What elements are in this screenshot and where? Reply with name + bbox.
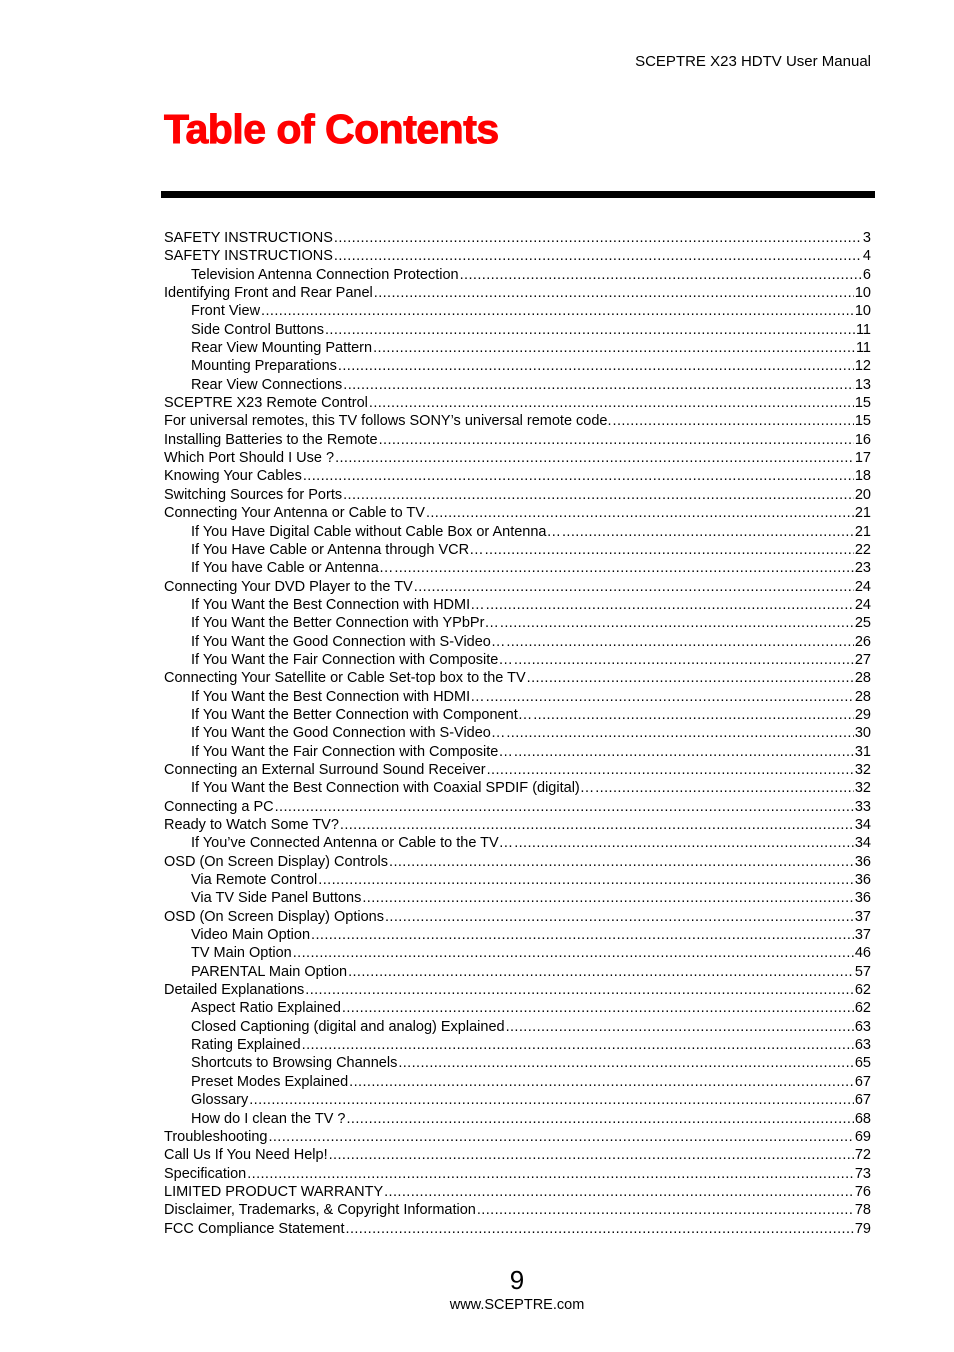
dot-leader xyxy=(325,321,855,339)
dot-leader xyxy=(394,559,854,577)
toc-entry-page: 12 xyxy=(854,358,871,375)
toc-entry-page: 34 xyxy=(854,817,871,833)
dot-leader xyxy=(268,1128,853,1146)
toc-entry[interactable] xyxy=(164,1183,871,1201)
toc-entry[interactable] xyxy=(164,779,871,797)
toc-entry-title: Identifying Front and Rear Panel xyxy=(164,285,373,302)
toc-entry-title: OSD (On Screen Display) Controls xyxy=(164,853,389,870)
toc-entry-title: If You Want the Best Connection with Coaxial SPDIF (digital)… xyxy=(191,780,595,797)
toc-entry[interactable] xyxy=(164,614,871,632)
toc-entry[interactable] xyxy=(164,688,871,706)
dot-leader xyxy=(500,614,854,632)
toc-entry-page: 17 xyxy=(854,450,871,467)
toc-entry-page: 72 xyxy=(854,1147,871,1164)
toc-entry-title: Shortcuts to Browsing Channels xyxy=(191,1055,398,1072)
dot-leader xyxy=(562,523,854,541)
toc-entry-title: Closed Captioning (digital and analog) Explained xyxy=(191,1018,505,1035)
dot-leader xyxy=(477,1201,854,1219)
toc-entry[interactable] xyxy=(164,724,871,742)
dot-leader xyxy=(506,1018,854,1036)
toc-entry[interactable] xyxy=(164,229,871,247)
toc-entry-page: 10 xyxy=(854,303,871,320)
toc-entry[interactable] xyxy=(164,321,871,339)
toc-entry-page: 24 xyxy=(854,578,871,595)
page-title: Table of Contents xyxy=(164,106,499,152)
toc-entry[interactable] xyxy=(164,944,871,962)
toc-entry-title: If You Want the Fair Connection with Composite… xyxy=(191,743,513,760)
dot-leader xyxy=(261,302,854,320)
toc-entry-page: 11 xyxy=(855,340,871,357)
toc-entry-page: 6 xyxy=(862,266,871,283)
toc-entry-page: 78 xyxy=(854,1202,871,1219)
toc-entry-page: 32 xyxy=(854,761,871,778)
toc-entry-title: Ready to Watch Some TV? xyxy=(164,817,339,833)
toc-entry[interactable] xyxy=(164,284,871,302)
toc-entry-title: Connecting Your Antenna or Cable to TV xyxy=(164,505,425,522)
toc-entry-page: 73 xyxy=(854,1165,871,1182)
toc-entry-page: 29 xyxy=(854,706,871,723)
toc-entry[interactable] xyxy=(164,1201,871,1219)
toc-entry[interactable] xyxy=(164,651,871,669)
dot-leader xyxy=(343,486,854,504)
toc-entry-title: OSD (On Screen Display) Options xyxy=(164,908,384,925)
toc-entry[interactable] xyxy=(164,908,871,926)
dot-leader xyxy=(302,1036,854,1054)
dot-leader xyxy=(533,706,854,724)
toc-entry-page: 46 xyxy=(854,945,871,962)
toc-entry-page: 68 xyxy=(854,1110,871,1127)
toc-entry-title: If You Have Digital Cable without Cable Box or Antenna… xyxy=(191,523,561,540)
toc-entry-title: LIMITED PRODUCT WARRANTY xyxy=(164,1183,384,1200)
toc-entry-page: 18 xyxy=(854,468,871,485)
toc-entry[interactable] xyxy=(164,633,871,651)
toc-entry[interactable] xyxy=(164,816,871,834)
toc-entry-page: 67 xyxy=(854,1073,871,1090)
toc-entry[interactable] xyxy=(164,1110,871,1128)
dot-leader xyxy=(338,357,854,375)
toc-entry-page: 13 xyxy=(854,376,871,393)
dot-leader xyxy=(379,431,854,449)
toc-entry-page: 36 xyxy=(854,853,871,870)
toc-entry-page: 36 xyxy=(854,872,871,889)
toc-entry-page: 11 xyxy=(855,321,871,338)
toc-entry[interactable] xyxy=(164,706,871,724)
toc-entry[interactable] xyxy=(164,963,871,981)
toc-entry[interactable] xyxy=(164,339,871,357)
toc-entry[interactable] xyxy=(164,1073,871,1091)
toc-entry-page: 37 xyxy=(854,927,871,944)
toc-entry[interactable] xyxy=(164,1036,871,1054)
toc-entry-page: 4 xyxy=(862,248,871,265)
toc-entry-title: FCC Compliance Statement xyxy=(164,1220,345,1237)
dot-leader xyxy=(514,651,854,669)
toc-entry-title: If You Have Cable or Antenna through VCR… xyxy=(191,541,484,558)
toc-entry-page: 34 xyxy=(854,835,871,852)
toc-entry-title: Rear View Mounting Pattern xyxy=(191,340,373,357)
dot-leader xyxy=(426,504,854,522)
toc-entry-page: 30 xyxy=(854,725,871,742)
toc-entry-page: 15 xyxy=(854,395,871,412)
dot-leader xyxy=(318,871,854,889)
toc-entry[interactable] xyxy=(164,871,871,889)
toc-entry-page: 76 xyxy=(854,1183,871,1200)
dot-leader xyxy=(334,247,862,265)
toc-entry-title: SCEPTRE X23 Remote Control xyxy=(164,395,368,412)
toc-entry[interactable] xyxy=(164,412,871,430)
dot-leader xyxy=(369,394,854,412)
toc-entry[interactable] xyxy=(164,1018,871,1036)
toc-entry[interactable] xyxy=(164,467,871,485)
toc-entry[interactable] xyxy=(164,596,871,614)
toc-entry-page: 65 xyxy=(854,1055,871,1072)
toc-entry-page: 62 xyxy=(854,1000,871,1017)
dot-leader xyxy=(527,669,854,687)
toc-entry-page: 3 xyxy=(862,230,871,246)
toc-entry[interactable] xyxy=(164,853,871,871)
toc-entry-title: Via TV Side Panel Buttons xyxy=(191,890,362,907)
dot-leader xyxy=(414,578,854,596)
running-header: SCEPTRE X23 HDTV User Manual xyxy=(635,53,871,70)
dot-leader xyxy=(398,1054,854,1072)
dot-leader xyxy=(342,999,854,1017)
dot-leader xyxy=(349,1073,854,1091)
toc-entry-page: 21 xyxy=(854,505,871,522)
toc-entry[interactable] xyxy=(164,743,871,761)
dot-leader xyxy=(373,339,855,357)
toc-entry[interactable] xyxy=(164,559,871,577)
toc-entry[interactable] xyxy=(164,578,871,596)
toc-entry-page: 25 xyxy=(854,615,871,632)
toc-entry-title: If You Want the Best Connection with HDMI… xyxy=(191,688,485,705)
dot-leader xyxy=(329,1146,854,1164)
dot-leader xyxy=(348,963,854,981)
dot-leader xyxy=(362,889,854,907)
toc-entry-title: TV Main Option xyxy=(191,945,292,962)
toc-entry-title: Disclaimer, Trademarks, & Copyright Information xyxy=(164,1202,476,1219)
toc-entry-page: 31 xyxy=(854,743,871,760)
toc-entry-page: 20 xyxy=(854,486,871,503)
toc-entry-title: If You Want the Better Connection with YPbPr… xyxy=(191,615,499,632)
toc-entry[interactable] xyxy=(164,1054,871,1072)
table-of-contents xyxy=(164,229,871,1238)
toc-entry-title: Connecting a PC xyxy=(164,798,274,815)
dot-leader xyxy=(485,541,854,559)
toc-entry-page: 21 xyxy=(854,523,871,540)
toc-entry-page: 79 xyxy=(854,1220,871,1237)
toc-entry-title: Side Control Buttons xyxy=(191,321,324,338)
toc-entry[interactable] xyxy=(164,357,871,375)
toc-entry-page: 63 xyxy=(854,1018,871,1035)
toc-entry[interactable] xyxy=(164,1165,871,1183)
toc-entry-title: SAFETY INSTRUCTIONS xyxy=(164,248,333,265)
toc-entry[interactable] xyxy=(164,926,871,944)
toc-entry-page: 62 xyxy=(854,982,871,999)
toc-entry-page: 28 xyxy=(854,688,871,705)
toc-entry-title: Switching Sources for Ports xyxy=(164,486,343,503)
toc-entry[interactable] xyxy=(164,1146,871,1164)
toc-entry[interactable] xyxy=(164,541,871,559)
toc-entry-title: Television Antenna Connection Protection xyxy=(191,266,459,283)
dot-leader xyxy=(506,724,853,742)
toc-entry-title: If You Want the Best Connection with HDMI… xyxy=(191,596,485,613)
toc-entry-title: If You Want the Good Connection with S-Video… xyxy=(191,725,506,742)
toc-entry-title: Connecting Your Satellite or Cable Set-top box to the TV xyxy=(164,670,526,687)
dot-leader xyxy=(275,798,854,816)
toc-entry-title: Glossary xyxy=(191,1092,249,1109)
toc-entry[interactable] xyxy=(164,247,871,265)
dot-leader xyxy=(247,1165,854,1183)
toc-entry-title: Video Main Option xyxy=(191,927,311,944)
dot-leader xyxy=(293,944,854,962)
dot-leader xyxy=(487,761,854,779)
toc-entry-title: If You Want the Good Connection with S-Video… xyxy=(191,633,506,650)
toc-entry-title: Preset Modes Explained xyxy=(191,1073,349,1090)
dot-leader xyxy=(389,853,854,871)
toc-entry-title: Troubleshooting xyxy=(164,1128,268,1145)
dot-leader xyxy=(486,688,854,706)
toc-entry-title: How do I clean the TV ? xyxy=(191,1110,346,1127)
toc-entry-page: 15 xyxy=(854,413,871,430)
toc-entry-title: Rear View Connections xyxy=(191,376,343,393)
toc-entry[interactable] xyxy=(164,431,871,449)
toc-entry-page: 32 xyxy=(854,780,871,797)
toc-entry-title: If You Want the Better Connection with Component… xyxy=(191,706,533,723)
dot-leader xyxy=(303,467,854,485)
toc-entry[interactable] xyxy=(164,376,871,394)
dot-leader xyxy=(613,412,854,430)
dot-leader xyxy=(305,981,854,999)
toc-entry[interactable] xyxy=(164,266,871,284)
toc-entry[interactable] xyxy=(164,486,871,504)
toc-entry-title: Installing Batteries to the Remote xyxy=(164,431,378,448)
toc-entry-title: Connecting an External Surround Sound Receiver xyxy=(164,761,486,778)
toc-entry[interactable] xyxy=(164,981,871,999)
toc-entry-page: 26 xyxy=(854,633,871,650)
dot-leader xyxy=(340,816,854,834)
dot-leader xyxy=(595,779,854,797)
dot-leader xyxy=(334,229,862,247)
toc-entry-title: Mounting Preparations xyxy=(191,358,337,375)
dot-leader xyxy=(385,908,854,926)
toc-entry[interactable] xyxy=(164,798,871,816)
toc-entry-page: 24 xyxy=(854,596,871,613)
toc-entry-title: For universal remotes, this TV follows SONY’s universal remote code. xyxy=(164,413,612,430)
toc-entry-title: Specification xyxy=(164,1165,247,1182)
toc-entry-title: Rating Explained xyxy=(191,1037,301,1054)
toc-entry-page: 57 xyxy=(854,963,871,980)
toc-entry-title: Aspect Ratio Explained xyxy=(191,1000,341,1017)
toc-entry[interactable] xyxy=(164,669,871,687)
toc-entry-page: 28 xyxy=(854,670,871,687)
toc-entry-page: 23 xyxy=(854,560,871,577)
toc-entry-title: Which Port Should I Use ? xyxy=(164,450,335,467)
toc-entry[interactable] xyxy=(164,394,871,412)
toc-entry-page: 27 xyxy=(854,651,871,668)
toc-entry-title: If You Want the Fair Connection with Composite… xyxy=(191,651,513,668)
toc-entry[interactable] xyxy=(164,1128,871,1146)
dot-leader xyxy=(335,449,854,467)
footer-url: www.SCEPTRE.com xyxy=(449,1297,585,1313)
dot-leader xyxy=(347,1110,854,1128)
dot-leader xyxy=(311,926,854,944)
toc-entry-page: 22 xyxy=(854,541,871,558)
toc-entry-title: If You’ve Connected Antenna or Cable to the TV… xyxy=(191,835,514,852)
toc-entry-title: Connecting Your DVD Player to the TV xyxy=(164,578,413,595)
dot-leader xyxy=(514,834,854,852)
toc-entry[interactable] xyxy=(164,889,871,907)
dot-leader xyxy=(249,1091,854,1109)
toc-entry[interactable] xyxy=(164,302,871,320)
title-rule xyxy=(161,191,875,198)
toc-entry-title: Knowing Your Cables xyxy=(164,468,302,485)
toc-entry-title: Via Remote Control xyxy=(191,872,318,889)
toc-entry-page: 16 xyxy=(854,431,871,448)
toc-entry[interactable] xyxy=(164,523,871,541)
dot-leader xyxy=(514,743,854,761)
toc-entry-page: 33 xyxy=(854,798,871,815)
dot-leader xyxy=(374,284,854,302)
dot-leader xyxy=(343,376,854,394)
toc-entry-page: 67 xyxy=(854,1092,871,1109)
toc-entry[interactable] xyxy=(164,834,871,852)
toc-entry-page: 10 xyxy=(854,285,871,302)
toc-entry[interactable] xyxy=(164,999,871,1017)
dot-leader xyxy=(346,1220,854,1238)
toc-entry[interactable] xyxy=(164,1091,871,1109)
toc-entry-page: 63 xyxy=(854,1037,871,1054)
dot-leader xyxy=(486,596,854,614)
toc-entry-title: SAFETY INSTRUCTIONS xyxy=(164,230,333,246)
toc-entry[interactable] xyxy=(164,761,871,779)
toc-entry-page: 37 xyxy=(854,908,871,925)
toc-entry-page: 36 xyxy=(854,890,871,907)
toc-entry-title: Front View xyxy=(191,303,261,320)
page-number: 9 xyxy=(509,1265,525,1295)
dot-leader xyxy=(460,266,862,284)
toc-entry-page: 69 xyxy=(854,1128,871,1145)
dot-leader xyxy=(506,633,853,651)
dot-leader xyxy=(384,1183,854,1201)
toc-entry-title: Detailed Explanations xyxy=(164,982,305,999)
toc-entry-title: PARENTAL Main Option xyxy=(191,963,348,980)
toc-entry[interactable] xyxy=(164,1220,871,1238)
toc-entry[interactable] xyxy=(164,504,871,522)
toc-entry-title: If You have Cable or Antenna… xyxy=(191,560,394,577)
toc-entry[interactable] xyxy=(164,449,871,467)
toc-entry-title: Call Us If You Need Help! xyxy=(164,1147,328,1164)
